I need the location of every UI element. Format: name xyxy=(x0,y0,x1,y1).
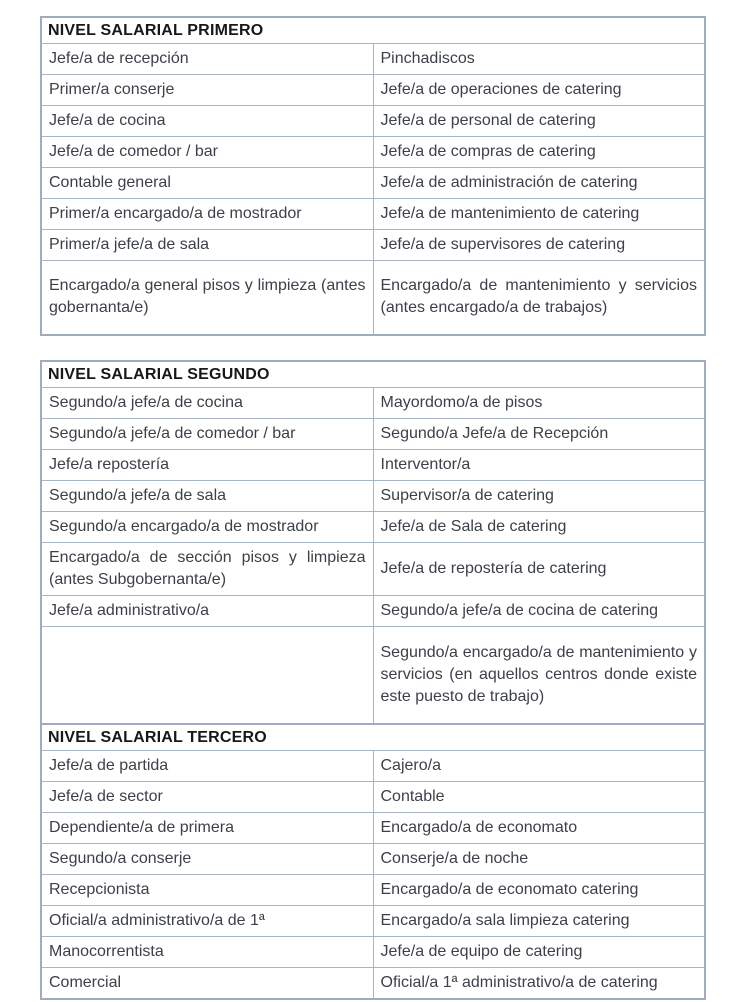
job-title-cell: Jefe/a de cocina xyxy=(41,106,373,137)
salary-table-nivel-tercero xyxy=(40,723,706,1000)
job-title-cell: Dependiente/a de primera xyxy=(41,813,373,844)
job-title-cell: Encargado/a general pisos y limpieza (antes gobernanta/e) xyxy=(41,261,373,335)
job-title-cell: Supervisor/a de catering xyxy=(373,480,705,511)
job-title-cell: Recepcionista xyxy=(41,875,373,906)
job-title-cell: Jefe/a de equipo de catering xyxy=(373,937,705,968)
job-title-cell: Pinchadiscos xyxy=(373,44,705,75)
table-row xyxy=(41,199,705,230)
table-header-row xyxy=(41,361,705,388)
job-title-cell: Jefe/a de recepción xyxy=(41,44,373,75)
job-title-cell: Encargado/a de mantenimiento y servicios (antes encargado/a de trabajos) xyxy=(373,261,705,335)
job-title-cell: Segundo/a jefe/a de cocina xyxy=(41,387,373,418)
job-title-cell: Segundo/a encargado/a de mostrador xyxy=(41,511,373,542)
job-title-cell: Primer/a encargado/a de mostrador xyxy=(41,199,373,230)
job-title-cell: Manocorrentista xyxy=(41,937,373,968)
table-header-nivel-segundo: NIVEL SALARIAL SEGUNDO xyxy=(41,361,705,388)
job-title-cell: Jefe/a de partida xyxy=(41,751,373,782)
job-title-cell: Interventor/a xyxy=(373,449,705,480)
job-title-cell: Segundo/a jefe/a de sala xyxy=(41,480,373,511)
table-header-row xyxy=(41,17,705,44)
job-title-cell: Oficial/a administrativo/a de 1ª xyxy=(41,906,373,937)
job-title-cell: Segundo/a jefe/a de comedor / bar xyxy=(41,418,373,449)
table-row xyxy=(41,44,705,75)
table-row xyxy=(41,168,705,199)
table-row xyxy=(41,937,705,968)
job-title-cell: Mayordomo/a de pisos xyxy=(373,387,705,418)
job-title-cell: Jefe/a de supervisores de catering xyxy=(373,230,705,261)
job-title-cell: Jefe/a de compras de catering xyxy=(373,137,705,168)
job-title-cell: Segundo/a encargado/a de mantenimiento y servicios (en aquellos centros donde existe este puesto de trabajo) xyxy=(373,626,705,724)
table-row xyxy=(41,106,705,137)
job-title-cell: Jefe/a administrativo/a xyxy=(41,595,373,626)
table-row xyxy=(41,261,705,335)
table-header-nivel-tercero: NIVEL SALARIAL TERCERO xyxy=(41,724,705,751)
job-title-cell: Segundo/a jefe/a de cocina de catering xyxy=(373,595,705,626)
table-row xyxy=(41,480,705,511)
table-row xyxy=(41,511,705,542)
job-title-cell: Contable general xyxy=(41,168,373,199)
job-title-cell: Segundo/a conserje xyxy=(41,844,373,875)
table-row xyxy=(41,968,705,1000)
table-row xyxy=(41,542,705,595)
salary-table-nivel-segundo xyxy=(40,360,706,726)
job-title-cell: Jefe/a de comedor / bar xyxy=(41,137,373,168)
table-row xyxy=(41,813,705,844)
table-row xyxy=(41,230,705,261)
job-title-cell: Primer/a jefe/a de sala xyxy=(41,230,373,261)
job-title-cell: Jefe/a de personal de catering xyxy=(373,106,705,137)
table-row xyxy=(41,875,705,906)
table-row xyxy=(41,626,705,724)
table-row xyxy=(41,418,705,449)
job-title-cell: Jefe/a de operaciones de catering xyxy=(373,75,705,106)
job-title-cell: Encargado/a sala limpieza catering xyxy=(373,906,705,937)
table-row xyxy=(41,751,705,782)
job-title-cell: Comercial xyxy=(41,968,373,1000)
table-row xyxy=(41,137,705,168)
job-title-cell: Jefe/a repostería xyxy=(41,449,373,480)
job-title-cell: Segundo/a Jefe/a de Recepción xyxy=(373,418,705,449)
table-row xyxy=(41,844,705,875)
table-row xyxy=(41,595,705,626)
table-row xyxy=(41,782,705,813)
job-title-cell: Jefe/a de repostería de catering xyxy=(373,542,705,595)
job-title-cell: Jefe/a de sector xyxy=(41,782,373,813)
table-row xyxy=(41,75,705,106)
job-title-cell-empty xyxy=(41,626,373,724)
salary-table-nivel-primero xyxy=(40,16,706,336)
job-title-cell: Jefe/a de administración de catering xyxy=(373,168,705,199)
job-title-cell: Encargado/a de economato xyxy=(373,813,705,844)
job-title-cell: Jefe/a de mantenimiento de catering xyxy=(373,199,705,230)
job-title-cell: Primer/a conserje xyxy=(41,75,373,106)
job-title-cell: Encargado/a de sección pisos y limpieza (antes Subgobernanta/e) xyxy=(41,542,373,595)
job-title-cell: Conserje/a de noche xyxy=(373,844,705,875)
table-row xyxy=(41,449,705,480)
job-title-cell: Oficial/a 1ª administrativo/a de catering xyxy=(373,968,705,1000)
table-row xyxy=(41,906,705,937)
job-title-cell: Cajero/a xyxy=(373,751,705,782)
table-header-nivel-primero: NIVEL SALARIAL PRIMERO xyxy=(41,17,705,44)
table-row xyxy=(41,387,705,418)
table-header-row xyxy=(41,724,705,751)
job-title-cell: Contable xyxy=(373,782,705,813)
job-title-cell: Jefe/a de Sala de catering xyxy=(373,511,705,542)
job-title-cell: Encargado/a de economato catering xyxy=(373,875,705,906)
